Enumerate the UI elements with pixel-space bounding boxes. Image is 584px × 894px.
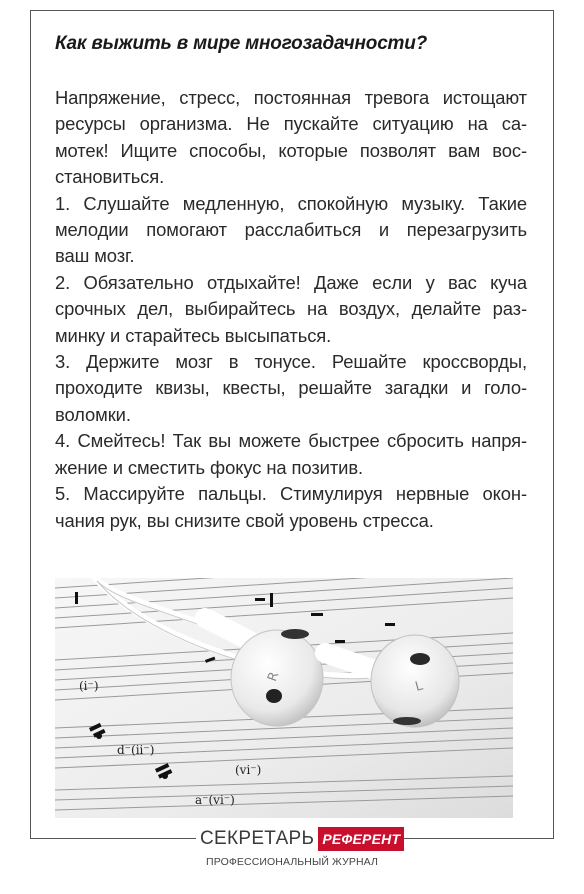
body-line: чания рук, вы снизите свой уровень стресса. [55,509,434,531]
article-body [55,85,527,534]
body-line: 4. Смейтесь! Так вы можете быстрее сбросить напря- [55,430,527,452]
body-line: воломки. [55,403,131,425]
body-line: срочных дел, выбирайтесь на воздух, делайте раз- [55,298,527,320]
logo-left-text: СЕКРЕТАРЬ [196,827,318,851]
article-title: Как выжить в мире многозадачности? [55,33,428,54]
body-line: 2. Обязательно отдыхайте! Даже если у вас куча [55,271,527,293]
frame-bottom-right [388,838,554,839]
body-line: 1. Слушайте медленную, спокойную музыку. Такие [55,192,527,214]
body-line: 5. Массируйте пальцы. Стимулируя нервные окон- [55,483,527,505]
body-line: мелодии помогают расслабиться и перезагрузить [55,219,527,241]
body-line: ваш мозг. [55,245,135,267]
logo-subtitle: ПРОФЕССИОНАЛЬНЫЙ ЖУРНАЛ [206,856,378,868]
body-line: Напряжение, стресс, постоянная тревога истощают [55,87,527,108]
score-mark: a⁻(vi⁻) [195,793,235,807]
body-line: мотек! Ищите способы, которые позволят вам вос- [55,139,527,161]
earbud-letter-l: L [413,678,425,695]
body-line: 3. Держите мозг в тонусе. Решайте кроссворды, [55,351,527,373]
earphones-on-sheet-music-image [55,578,513,818]
score-mark: (i⁻) [79,679,99,693]
body-line: проходите квизы, квесты, решайте загадки и голо- [55,377,527,399]
body-line: жение и сместить фокус на позитив. [55,456,364,478]
logo-right-text: РЕФЕРЕНТ [318,827,404,851]
body-line: становиться. [55,166,165,188]
score-mark: d⁻(ii⁻) [117,743,155,757]
earbud-letter-r: R [265,669,283,684]
score-mark: (vi⁻) [235,763,262,777]
body-line: минку и старайтесь высыпаться. [55,324,332,346]
body-line: ресурсы организма. Не пускайте ситуацию на са- [55,113,527,135]
magazine-logo [196,827,401,851]
frame-bottom-left [30,838,196,839]
